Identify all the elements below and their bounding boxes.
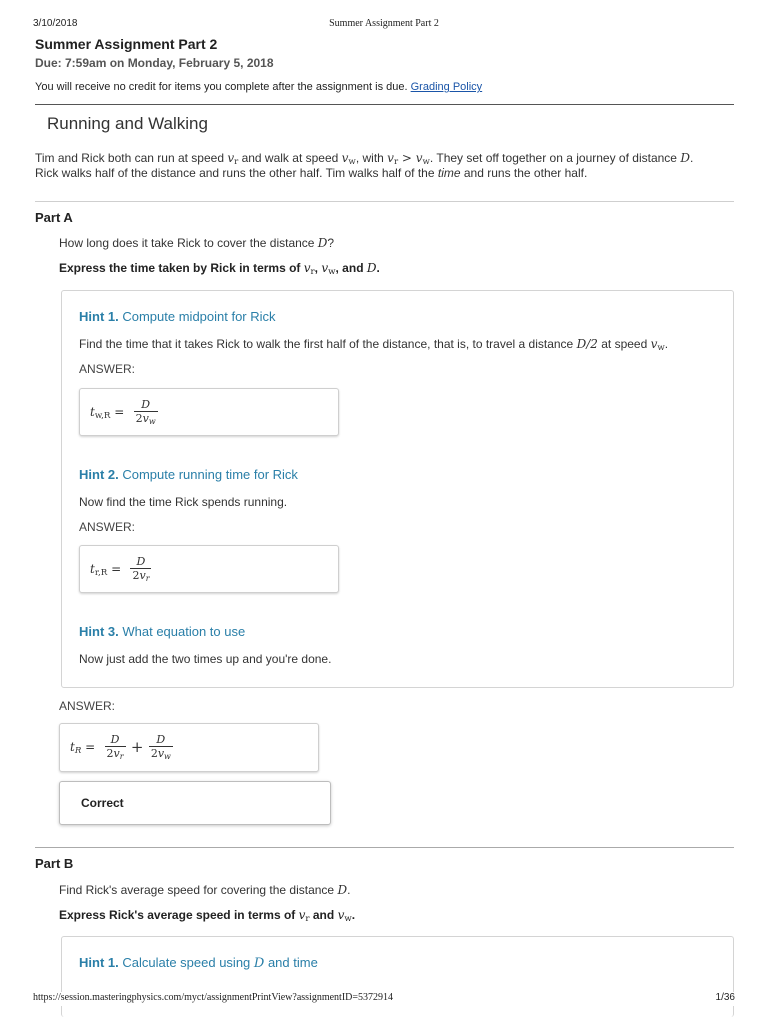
- hint-3-text: Now just add the two times up and you're done.: [79, 652, 332, 666]
- part-b-question: Find Rick's average speed for covering the distance D.: [59, 883, 351, 897]
- part-a-hints-panel: [61, 290, 734, 688]
- problem-title: Running and Walking: [47, 114, 208, 133]
- print-footer: [33, 992, 735, 1006]
- grading-policy-link[interactable]: Grading Policy: [410, 81, 483, 93]
- header-divider: [35, 104, 734, 105]
- hint-3-title[interactable]: Hint 3. What equation to use: [79, 624, 246, 639]
- problem-divider: [35, 201, 734, 202]
- late-notice-text: You will receive no credit for items you complete after the assignment is due.: [35, 81, 408, 93]
- print-url: https://session.masteringphysics.com/myct/assignmentPrintView?assignmentID=5372914: [33, 992, 394, 1003]
- hint-2-title[interactable]: Hint 2. Compute running time for Rick: [79, 467, 298, 482]
- intro-text: and walk at speed: [238, 151, 342, 165]
- problem-intro: [35, 151, 734, 181]
- intro-emphasis: time: [437, 166, 461, 180]
- hint-1-title[interactable]: Hint 1. Compute midpoint for Rick: [79, 309, 276, 324]
- hint-1-answer-box[interactable]: $t_{w,R}$ = $\frac{D}{2v_w}$: [79, 388, 339, 436]
- late-notice: [35, 81, 482, 93]
- math-inequality: $v_r > v_w$: [387, 151, 430, 168]
- intro-text: . They set off together on a journey of distance: [429, 151, 681, 165]
- due-date: Due: 7:59am on Monday, February 5, 2018: [35, 56, 274, 70]
- intro-text: and runs the other half.: [460, 166, 588, 180]
- assignment-title: Summer Assignment Part 2: [35, 36, 218, 52]
- part-b-label: Part B: [35, 856, 74, 871]
- intro-text: .: [689, 151, 694, 165]
- math-D: D: [317, 236, 328, 250]
- print-header: [33, 18, 735, 32]
- math-D: D: [680, 151, 690, 165]
- hint-2-text: Now find the time Rick spends running.: [79, 495, 288, 509]
- intro-text: Rick walks half of the distance and runs the other half. Tim walks half of the: [35, 166, 438, 180]
- hint-1-answer-label: ANSWER:: [79, 362, 136, 376]
- part-a-result-box: [59, 781, 331, 825]
- part-divider: [35, 847, 734, 848]
- part-a-answer-label: ANSWER:: [59, 699, 116, 713]
- part-b-hint-1-title[interactable]: Hint 1. Calculate speed using D and time: [79, 955, 318, 971]
- intro-text: Tim and Rick both can run at speed: [35, 151, 228, 165]
- part-a-instruction: Express the time taken by Rick in terms of $v_r$, $v_w$, and D.: [59, 261, 380, 278]
- hint-2-answer-label: ANSWER:: [79, 520, 136, 534]
- hint-2-answer-box[interactable]: $t_{r,R}$ = $\frac{D}{2v_r}$: [79, 545, 339, 593]
- hint-1-text: Find the time that it takes Rick to walk the first half of the distance, that is, to travel a distance D/2 at speed $v_w$.: [79, 337, 669, 354]
- print-title: Summer Assignment Part 2: [329, 18, 439, 29]
- part-a-label: Part A: [35, 210, 73, 225]
- page-number: 1/36: [715, 992, 735, 1003]
- math-vw: $v_w$: [341, 151, 356, 168]
- correct-label: Correct: [81, 796, 124, 810]
- math-vr: $v_r$: [227, 151, 239, 168]
- part-b-instruction: Express Rick's average speed in terms of $v_r$ and $v_w$.: [59, 908, 356, 925]
- part-a-question: How long does it take Rick to cover the distance D?: [59, 236, 335, 250]
- part-a-answer-box[interactable]: $t_R$ = $\frac{D}{2v_r}$ + $\frac{D}{2v_w}$: [59, 723, 319, 772]
- intro-text: , with: [355, 151, 388, 165]
- print-date: 3/10/2018: [33, 18, 78, 29]
